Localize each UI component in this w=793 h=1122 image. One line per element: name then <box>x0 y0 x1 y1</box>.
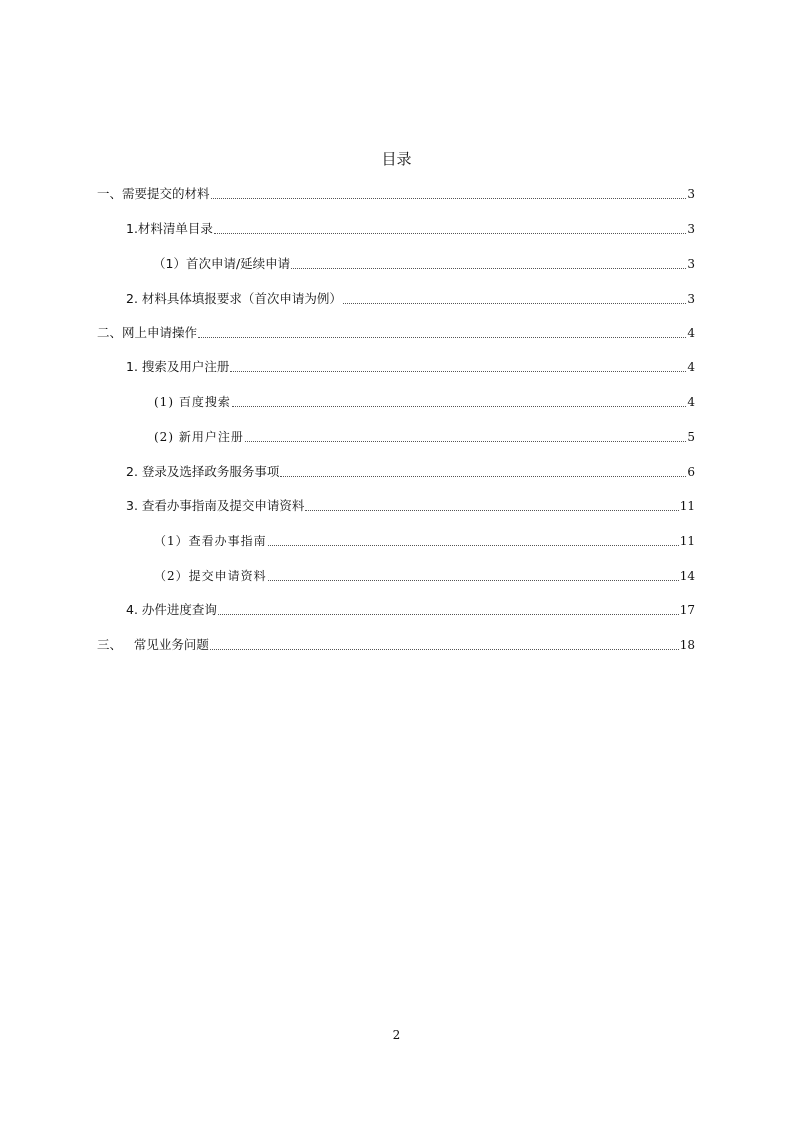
toc-entry-page: 4 <box>687 360 695 374</box>
toc-entry[interactable] <box>154 427 695 445</box>
toc-entry[interactable] <box>153 254 695 272</box>
toc-entry-label: 一、需要提交的材料 <box>97 186 210 201</box>
toc-dot-leader <box>232 405 687 407</box>
toc-dot-leader <box>268 544 679 546</box>
toc-entry[interactable] <box>126 357 695 375</box>
toc-entry-page: 6 <box>687 465 695 479</box>
toc-entry-label: 2. 登录及选择政务服务事项 <box>126 464 280 479</box>
toc-entry-page: 14 <box>679 569 695 583</box>
toc-entry-page: 18 <box>679 638 695 652</box>
toc-entry-page: 4 <box>687 395 695 409</box>
toc-entry[interactable] <box>126 219 695 237</box>
toc-entry[interactable] <box>97 184 695 202</box>
toc-entry-page: 3 <box>687 292 695 306</box>
toc-dot-leader <box>305 509 678 511</box>
toc-entry-page: 17 <box>679 603 695 617</box>
toc-entry-label: 1.材料清单目录 <box>126 221 213 236</box>
toc-dot-leader <box>291 267 686 269</box>
toc-entry-page: 5 <box>687 430 695 444</box>
toc-dot-leader <box>280 475 686 477</box>
toc-entry-page: 3 <box>687 222 695 236</box>
toc-entry-label: 2. 材料具体填报要求（首次申请为例） <box>126 291 342 306</box>
toc-dot-leader <box>245 440 687 442</box>
toc-entry[interactable] <box>126 462 695 480</box>
toc-dot-leader <box>214 232 686 234</box>
toc-entry[interactable] <box>97 323 695 341</box>
toc-entry-page: 3 <box>687 257 695 271</box>
toc-entry[interactable] <box>126 600 695 618</box>
toc-dot-leader <box>198 336 686 338</box>
toc-entry-page: 3 <box>687 187 695 201</box>
toc-entry-label: （1）查看办事指南 <box>154 534 267 548</box>
toc-entry[interactable] <box>154 566 695 584</box>
page-number: 2 <box>392 1028 401 1042</box>
toc-entry[interactable] <box>154 531 695 549</box>
toc-entry[interactable] <box>97 635 695 653</box>
toc-entry-label: 3. 查看办事指南及提交申请资料 <box>126 498 305 513</box>
toc-entry-page: 11 <box>679 499 695 513</box>
toc-entry[interactable] <box>126 289 695 307</box>
toc-dot-leader <box>211 197 687 199</box>
toc-entry-label: (2) 新用户注册 <box>154 430 244 444</box>
toc-entry-label: 1. 搜索及用户注册 <box>126 359 230 374</box>
toc-dot-leader <box>210 648 679 650</box>
toc-entry-page: 11 <box>679 534 695 548</box>
toc-entry-page: 4 <box>687 326 695 340</box>
toc-entry-label: 三、 常见业务问题 <box>97 637 209 652</box>
toc-dot-leader <box>343 302 686 304</box>
toc-title: 目录 <box>381 150 412 168</box>
toc-entry-label: （1）首次申请/延续申请 <box>153 256 291 271</box>
toc-entry-label: （2）提交申请资料 <box>154 569 267 583</box>
toc-entry[interactable] <box>126 496 695 514</box>
toc-dot-leader <box>230 370 686 372</box>
toc-entry-label: (1) 百度搜索 <box>154 395 231 409</box>
toc-dot-leader <box>218 613 679 615</box>
toc-dot-leader <box>268 579 679 581</box>
toc-entry-label: 4. 办件进度查询 <box>126 602 217 617</box>
toc-entry-label: 二、网上申请操作 <box>97 325 198 340</box>
toc-entry[interactable] <box>154 392 695 410</box>
